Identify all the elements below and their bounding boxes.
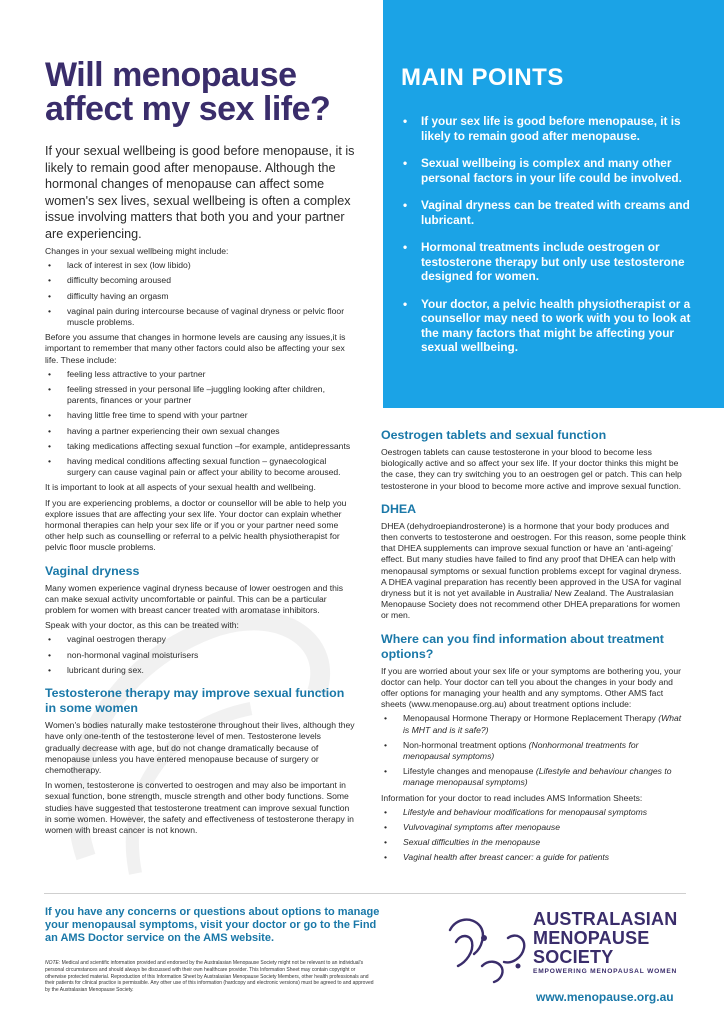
testosterone-paragraph-2: In women, testosterone is converted to oestrogen and may also be important in sexual function, bone strength, muscle strength and other body functions. Some studies have suggested that testosterone treatment can improve sexual function in some women. However, the safety and effectiveness of testosterone therapy in women with breast cancer is not known.	[45, 780, 354, 835]
list-item: • Vulvovaginal symptoms after menopause	[384, 822, 560, 833]
factors-intro: Before you assume that changes in hormone levels are causing any issues,it is important to remember that many other factors could also be affecting your sex life. These include:	[45, 332, 346, 365]
where-info-text: If you are worried about your sex life or your symptoms are bothering you, your doctor can help. Your doctor can tell you about the changes in your body and offer options for managing your health and any symptoms. Other AMS fact sheets (www.menopause.org.au) about treatment options include:	[381, 665, 681, 710]
logo-tagline: EMPOWERING MENOPAUSAL WOMEN	[533, 968, 678, 975]
intro-paragraph: If your sexual wellbeing is good before menopause, it is likely to remain good after menopause. Although the hormonal changes of menopause can affect some women's sex lives, sexual wellbeing is often a complex issue involving matters that both you and your partner are experiencing.	[45, 144, 355, 241]
where-info-heading: Where can you find information about treatment options?	[381, 631, 664, 661]
vaginal-speak-text: Speak with your doctor, as this can be treated with:	[45, 620, 239, 631]
factors-list	[45, 369, 357, 479]
main-point-item: • Your doctor, a pelvic health physiotherapist or a counsellor may need to work with you to look at the many factors that might be affecting your sexual wellbeing.	[403, 296, 691, 354]
list-item: • Non-hormonal treatment options (Nonhormonal treatments for menopausal symptoms)	[384, 739, 639, 762]
list-item: • having little free time to spend with your partner	[48, 410, 248, 421]
sheets-intro: Information for your doctor to read includes AMS Information Sheets:	[381, 792, 643, 803]
list-item: • Sexual difficulties in the menopause	[384, 837, 541, 848]
list-item: • non-hormonal vaginal moisturisers	[48, 649, 199, 660]
vaginal-dryness-text: Many women experience vaginal dryness because of lower oestrogen and this can make sexual activity uncomfortable or painful. This can be a particular problem for women with breast cancer treated with aromatase inhibitors.	[45, 582, 344, 616]
list-item: • difficulty having an orgasm	[48, 290, 169, 301]
main-points-title: MAIN POINTS	[401, 64, 564, 91]
oestrogen-tablets-heading: Oestrogen tablets and sexual function	[381, 428, 607, 442]
list-item: • vaginal pain during intercourse because of vaginal dryness or pelvic floor muscle problems.	[48, 305, 345, 328]
dhea-heading: DHEA	[381, 501, 417, 516]
main-point-item: • Vaginal dryness can be treated with creams and lubricant.	[403, 198, 690, 227]
list-item: • difficulty becoming aroused	[48, 275, 171, 286]
testosterone-heading: Testosterone therapy may improve sexual function in some women	[45, 686, 345, 716]
main-point-item: • If your sex life is good before menopause, it is likely to remain good after menopause.	[403, 114, 681, 143]
footer-divider	[44, 893, 686, 894]
body-text	[45, 246, 357, 836]
list-item: • lubricant during sex.	[48, 664, 144, 675]
logo-line-3: SOCIETY	[533, 947, 614, 967]
list-item: • Menopausal Hormone Therapy or Hormone Replacement Therapy (What is MHT and is it safe?)	[384, 713, 682, 735]
main-points-list	[401, 114, 704, 355]
list-item: • Lifestyle changes and menopause (Lifestyle and behaviour changes to manage menopausal symptoms)	[384, 766, 672, 788]
right-column	[381, 428, 687, 868]
left-column	[45, 58, 357, 836]
page-title: Will menopause affect my sex life?	[45, 56, 331, 128]
info-sheet-list	[381, 807, 687, 864]
list-item: • lack of interest in sex (low libido)	[48, 260, 191, 271]
problems-paragraph: If you are experiencing problems, a doctor or counsellor will be able to help you explore issues that are affecting your sex life. Your doctor can explain whether hormonal therapies can help your sex life or if you or your partner need some other help such as counselling or referral to a pelvic health physiotherapist for pelvic floor muscle problems.	[45, 497, 347, 553]
call-to-action: If you have any concerns or questions about options to manage your menopausal symptoms, visit your doctor or go to the Find an AMS Doctor service on the AMS website.	[45, 906, 380, 945]
dhea-text: DHEA (dehydroepiandrosterone) is a hormone that your body produces and then converts to testosterone and oestrogen. For this reason, some people think that DHEA supplements can improve sexual function or have an ‘anti-ageing’ effect. But many studies have failed to find any proof that DHEA can help with menopausal symptoms or sexual function problems except for vaginal dryness. A DHEA vaginal preparation has recently been approved in the USA for vaginal dryness but it is not yet available in Australia/ New Zealand. The Australasian Menopause Society does not recommend other DHEA preparations for women or men.	[381, 520, 686, 621]
list-item: • feeling stressed in your personal life –juggling looking after children, parents, finances or your partner	[48, 384, 325, 406]
list-item: • Lifestyle and behaviour modifications for menopausal symptoms	[384, 806, 648, 817]
list-item: • vaginal oestrogen therapy	[48, 634, 166, 645]
main-point-item: • Sexual wellbeing is complex and many other personal factors in your life could be involved.	[403, 156, 682, 185]
list-item: • having medical conditions affecting sexual function – gynaecological surgery can cause vaginal pain or affect your ability to become aroused.	[48, 456, 341, 478]
changes-list	[45, 260, 357, 328]
list-item: • having a partner experiencing their own sexual changes	[48, 425, 280, 436]
vaginal-dryness-heading: Vaginal dryness	[45, 563, 140, 578]
logo-line-1: AUSTRALASIAN	[533, 909, 678, 929]
list-item: • Vaginal health after breast cancer: a guide for patients	[384, 852, 610, 863]
main-point-item: • Hormonal treatments include oestrogen or testosterone therapy but only use testosterone designed for women.	[403, 240, 685, 283]
testosterone-paragraph-1: Women's bodies naturally make testosterone throughout their lives, although they have only one-tenth of the testosterone level of men. Testosterone levels gradually decrease with age, but do not change dramatically because of menopause unless you have entered menopause because of surgery or chemotherapy.	[45, 720, 355, 775]
look-all-paragraph: It is important to look at all aspects of your sexual health and wellbeing.	[45, 482, 316, 493]
ams-logo-wordmark	[533, 910, 677, 975]
logo-line-2: MENOPAUSE	[533, 928, 650, 948]
oestrogen-tablets-text: Oestrogen tablets can cause testosterone in your blood to become less biologically active and so affect your sex life. If your doctor thinks this might be the case, they can try switching you to an oestrogen gel or patch. This can help testosterone in your blood to become more active and improve sexual function.	[381, 447, 682, 491]
changes-intro: Changes in your sexual wellbeing might include:	[45, 246, 229, 256]
fact-sheet-list	[381, 713, 687, 788]
disclaimer-note: NOTE: Medical and scientific information provided and endorsed by the Australasian Menopause Society might not be relevant to an individual's personal circumstances and should always be discussed with their own healthcare provider. This Information Sheet may contain copyright or otherwise protected material. Reproduction of this Information Sheet by Australasian Menopause Society Members, other health professionals and their patients for clinical practice is permissible. Any other use of this information (hardcopy and electronic versions) must be agreed to and approved by the Australasian Menopause Society.	[45, 960, 374, 994]
website-link[interactable]: www.menopause.org.au	[536, 990, 674, 1004]
main-points-panel	[383, 0, 724, 408]
list-item: • taking medications affecting sexual function –for example, antidepressants	[48, 440, 351, 451]
list-item: • feeling less attractive to your partner	[48, 368, 206, 379]
vaginal-treatment-list	[45, 634, 357, 676]
